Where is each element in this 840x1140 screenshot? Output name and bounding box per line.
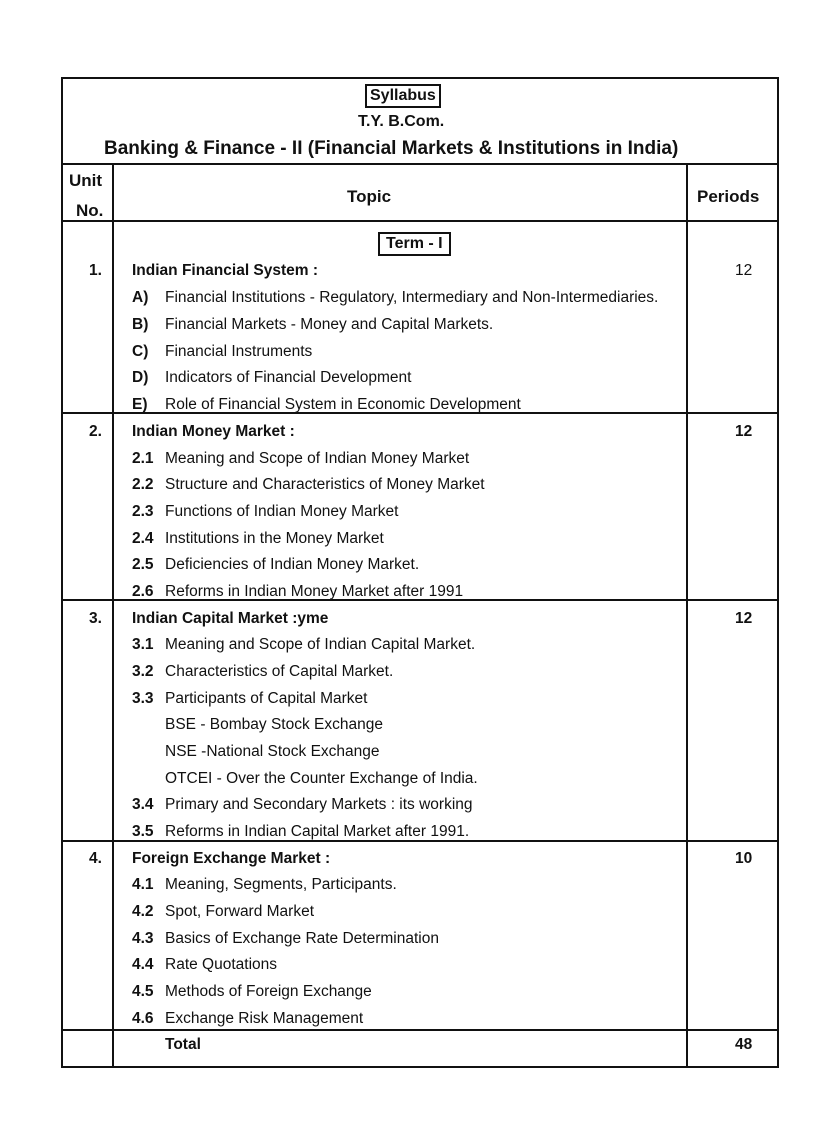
item-label: 2.1	[132, 450, 154, 467]
row-divider	[63, 1029, 777, 1031]
unit-title: Foreign Exchange Market :	[132, 850, 331, 867]
unit-periods: 10	[735, 850, 753, 867]
item-label: 4.4	[132, 956, 154, 973]
item-text: OTCEI - Over the Counter Exchange of India.	[165, 770, 478, 787]
unit-title: Indian Financial System :	[132, 262, 319, 279]
syllabus-table	[61, 77, 779, 1068]
item-text: Basics of Exchange Rate Determination	[165, 930, 439, 947]
item-text: Spot, Forward Market	[165, 903, 315, 920]
item-text: Exchange Risk Management	[165, 1010, 364, 1027]
unit-number: 2.	[89, 423, 102, 440]
item-text: Meaning and Scope of Indian Money Market	[165, 450, 470, 467]
item-label: 4.3	[132, 930, 154, 947]
item-text: Meaning and Scope of Indian Capital Market.	[165, 636, 476, 653]
item-text: Financial Institutions - Regulatory, Intermediary and Non-Intermediaries.	[165, 289, 659, 306]
item-label: 3.5	[132, 823, 154, 840]
item-text: Primary and Secondary Markets : its working	[165, 796, 473, 813]
course-title: T.Y. B.Com.	[358, 113, 445, 130]
item-text: Deficiencies of Indian Money Market.	[165, 556, 420, 573]
item-label: 2.2	[132, 476, 154, 493]
header-divider	[63, 163, 777, 165]
total-periods: 48	[735, 1036, 753, 1053]
unit-title: Indian Money Market :	[132, 423, 295, 440]
item-text: NSE -National Stock Exchange	[165, 743, 380, 760]
item-text: Reforms in Indian Money Market after 1991	[165, 583, 464, 600]
item-text: Meaning, Segments, Participants.	[165, 876, 397, 893]
item-label: 2.5	[132, 556, 154, 573]
item-text: Methods of Foreign Exchange	[165, 983, 372, 1000]
item-label: 2.6	[132, 583, 154, 600]
unit-number: 3.	[89, 610, 102, 627]
item-text: Characteristics of Capital Market.	[165, 663, 394, 680]
item-text: Structure and Characteristics of Money Market	[165, 476, 485, 493]
unit-number: 1.	[89, 262, 102, 279]
item-text: Indicators of Financial Development	[165, 369, 412, 386]
column-divider-periods	[686, 165, 688, 1066]
item-label: B)	[132, 316, 149, 333]
unit-no-header: No.	[76, 201, 104, 220]
subject-title: Banking & Finance - II (Financial Markets & Institutions in India)	[104, 138, 679, 159]
item-text: Rate Quotations	[165, 956, 278, 973]
total-label: Total	[165, 1036, 201, 1053]
item-text: Institutions in the Money Market	[165, 530, 384, 547]
topic-header: Topic	[347, 187, 392, 206]
column-divider-unit	[112, 165, 114, 1066]
item-label: 2.4	[132, 530, 154, 547]
item-text: Participants of Capital Market	[165, 690, 368, 707]
item-label: 3.1	[132, 636, 154, 653]
item-text: Reforms in Indian Capital Market after 1991.	[165, 823, 470, 840]
item-label: 3.4	[132, 796, 154, 813]
item-text: Role of Financial System in Economic Development	[165, 396, 521, 413]
item-label: D)	[132, 369, 149, 386]
item-text: Functions of Indian Money Market	[165, 503, 399, 520]
item-label: A)	[132, 289, 149, 306]
syllabus-label: Syllabus	[365, 84, 441, 108]
item-label: 4.6	[132, 1010, 154, 1027]
item-label: 4.2	[132, 903, 154, 920]
item-text: Financial Instruments	[165, 343, 313, 360]
item-text: Financial Markets - Money and Capital Markets.	[165, 316, 494, 333]
item-label: 3.3	[132, 690, 154, 707]
unit-header: Unit	[69, 171, 103, 190]
item-label: C)	[132, 343, 149, 360]
item-label: 2.3	[132, 503, 154, 520]
item-label: 4.5	[132, 983, 154, 1000]
item-text: BSE - Bombay Stock Exchange	[165, 716, 383, 733]
unit-periods: 12	[735, 423, 753, 440]
unit-periods: 12	[735, 610, 753, 627]
unit-periods: 12	[735, 262, 753, 279]
term-label: Term - I	[378, 232, 451, 256]
unit-number: 4.	[89, 850, 102, 867]
periods-header: Periods	[697, 187, 760, 206]
unit-title: Indian Capital Market :yme	[132, 610, 329, 627]
item-label: 3.2	[132, 663, 154, 680]
column-header-divider	[63, 220, 777, 222]
item-label: 4.1	[132, 876, 154, 893]
item-label: E)	[132, 396, 148, 413]
